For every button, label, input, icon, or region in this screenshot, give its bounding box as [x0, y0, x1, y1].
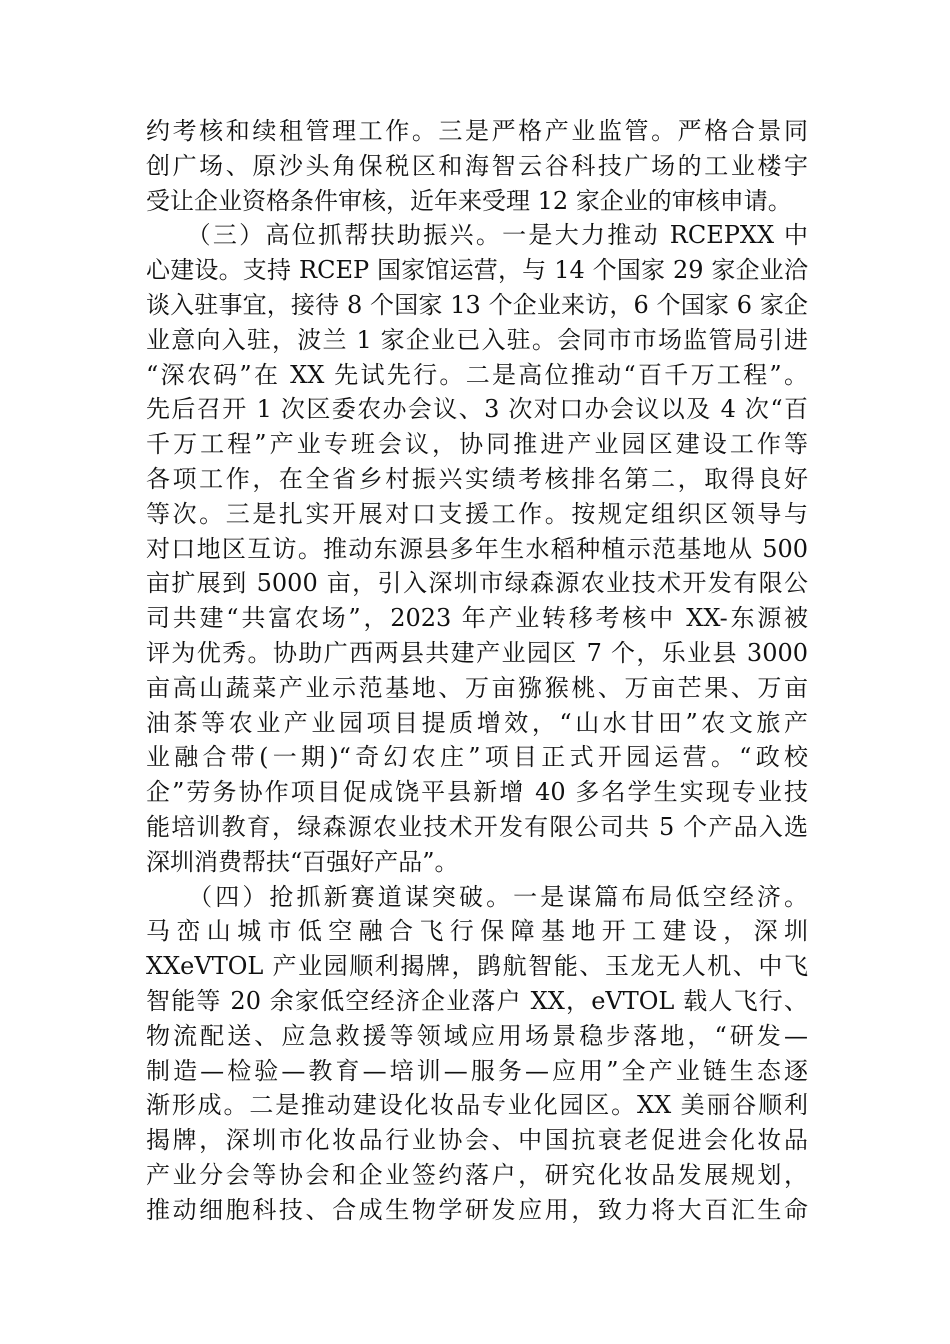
text-line: 渐形成。二是推动建设化妆品专业化园区。XX 美丽谷顺利	[146, 1091, 808, 1120]
text-line: 谈入驻事宜，接待 8 个国家 13 个企业来访，6 个国家 6 家企	[146, 290, 808, 319]
text-line: 企”劳务协作项目促成饶平县新增 40 多名学生实现专业技	[146, 778, 808, 807]
text-line: 先后召开 1 次区委农办会议、3 次对口办会议以及 4 次“百	[146, 395, 808, 424]
text-line: 对口地区互访。推动东源县多年生水稻种植示范基地从 500	[146, 534, 808, 563]
text-line: 等次。三是扎实开展对口支援工作。按规定组织区领导与	[146, 499, 808, 528]
text-line: 受让企业资格条件审核，近年来受理 12 家企业的审核申请。	[146, 186, 792, 215]
text-line: 深圳消费帮扶“百强好产品”。	[146, 847, 459, 876]
text-line: 千万工程”产业专班会议，协同推进产业园区建设工作等	[146, 430, 808, 459]
text-line: XXeVTOL 产业园顺利揭牌，鹍航智能、玉龙无人机、中飞	[146, 952, 808, 981]
text-line: 物流配送、应急救援等领域应用场景稳步落地，“研发—	[146, 1021, 808, 1050]
text-line: 司共建“共富农场”，2023 年产业转移考核中 XX-东源被	[146, 604, 808, 633]
text-line: “深农码”在 XX 先试先行。二是高位推动“百千万工程”。	[146, 360, 808, 389]
text-line: 产业分会等协会和企业签约落户，研究化妆品发展规划，	[146, 1160, 808, 1189]
body-text	[146, 114, 808, 1228]
text-line: （四）抢抓新赛道谋突破。一是谋篇布局低空经济。	[146, 882, 808, 911]
text-line: 能培训教育，绿森源农业技术开发有限公司共 5 个产品入选	[146, 812, 808, 841]
text-line: 约考核和续租管理工作。三是严格产业监管。严格合景同	[146, 117, 808, 145]
text-line: 创广场、原沙头角保税区和海智云谷科技广场的工业楼宇	[146, 151, 808, 180]
text-line: 亩高山蔬菜产业示范基地、万亩猕猴桃、万亩芒果、万亩	[146, 673, 808, 702]
text-line: 业意向入驻，波兰 1 家企业已入驻。会同市市场监管局引进	[146, 325, 808, 354]
text-line: 智能等 20 余家低空经济企业落户 XX，eVTOL 载人飞行、	[146, 986, 808, 1015]
text-line: 油茶等农业产业园项目提质增效，“山水甘田”农文旅产	[146, 708, 808, 737]
text-line: （三）高位抓帮扶助振兴。一是大力推动 RCEPXX 中	[146, 221, 808, 250]
text-line: 心建设。支持 RCEP 国家馆运营，与 14 个国家 29 家企业洽	[146, 256, 808, 285]
text-line: 业融合带(一期)“奇幻农庄”项目正式开园运营。“政校	[146, 743, 808, 772]
text-line: 制造—检验—教育—培训—服务—应用”全产业链生态逐	[146, 1056, 808, 1085]
text-line: 亩扩展到 5000 亩，引入深圳市绿森源农业技术开发有限公	[146, 569, 808, 598]
text-line: 推动细胞科技、合成生物学研发应用，致力将大百汇生命	[146, 1195, 808, 1224]
text-line: 马峦山城市低空融合飞行保障基地开工建设，深圳	[146, 917, 808, 946]
text-line: 揭牌，深圳市化妆品行业协会、中国抗衰老促进会化妆品	[146, 1126, 808, 1155]
text-line: 各项工作，在全省乡村振兴实绩考核排名第二，取得良好	[146, 464, 808, 493]
text-line: 评为优秀。协助广西两县共建产业园区 7 个，乐业县 3000	[146, 638, 808, 667]
